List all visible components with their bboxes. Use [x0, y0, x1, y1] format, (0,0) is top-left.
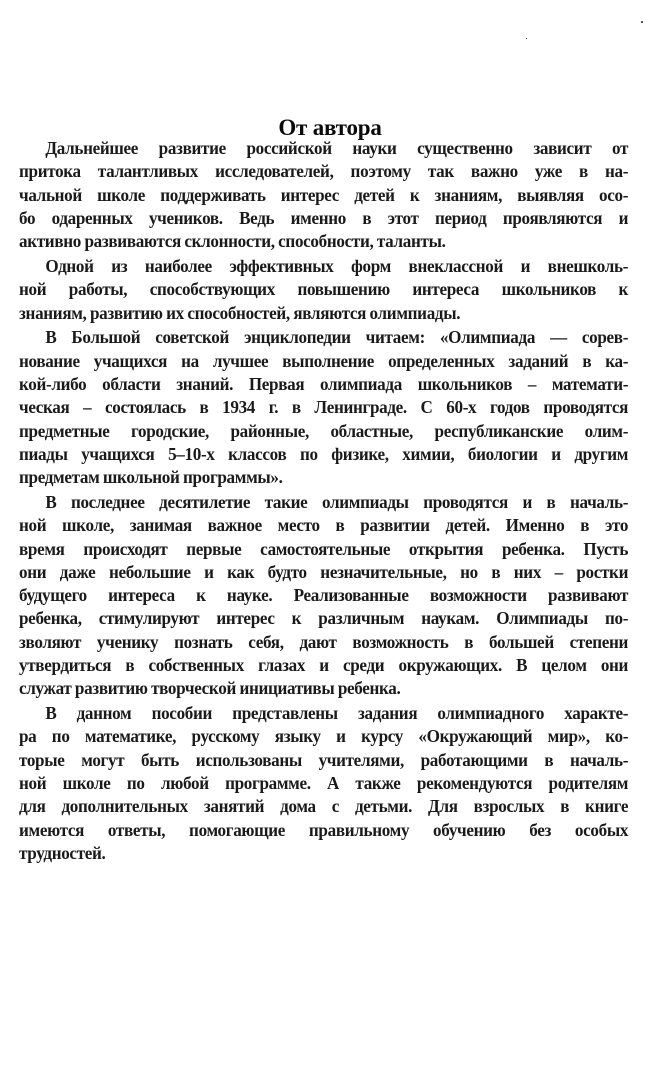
text-line: ной школе, занимая важное место в развитии детей. Именно в это: [19, 515, 629, 536]
text-line: имеются ответы, помогающие правильному обучению без особых: [19, 819, 629, 840]
text-line: В последнее десятилетие такие олимпиады проводятся и в началь-: [45, 491, 629, 512]
text-line: будущего интереса к науке. Реализованные возможности развивают: [19, 585, 629, 606]
text-line: ной работы, способствующих повышению интереса школьников к: [19, 279, 629, 300]
paragraph-1: [19, 137, 628, 253]
text-line: ра по математике, русскому языку и курсу «Окружающий мир», ко-: [19, 726, 629, 747]
text-line: для дополнительных занятий дома с детьми. Для взрослых в книге: [19, 796, 629, 817]
text-line: предметам школьной программы».: [19, 467, 283, 488]
text-line: бо одаренных учеников. Ведь именно в этот период проявляются и: [19, 207, 629, 228]
text-line: Дальнейшее развитие российской науки существенно зависит от: [45, 138, 629, 158]
text-line: ребенка, стимулируют интерес к различным наукам. Олимпиады по-: [19, 608, 629, 629]
scan-speck: [641, 21, 643, 23]
text-line: Одной из наиболее эффективных форм внеклассной и внешколь-: [45, 255, 629, 276]
paragraph-4: [19, 491, 628, 701]
text-line: зволяют ученику познать себя, дают возможность в большей степени: [19, 631, 629, 652]
text-line: знаниям, развитию их способностей, являются олимпиады.: [19, 302, 461, 323]
text-line: пиады учащихся 5–10-х классов по физике, химии, биологии и другим: [19, 443, 629, 464]
text-line: ческая – состоялась в 1934 г. в Ленинграде. С 60-х годов проводятся: [19, 397, 629, 418]
text-line: В Большой советской энциклопедии читаем: «Олимпиада — сорев-: [45, 327, 629, 348]
text-line: трудностей.: [19, 842, 106, 863]
text-line: утвердиться в собственных глазах и среди окружающих. В целом они: [19, 655, 629, 676]
text-line: В данном пособии представлены задания олимпиадного характе-: [45, 703, 629, 724]
text-line: активно развиваются склонности, способности, таланты.: [19, 231, 446, 252]
text-line: чальной школе поддерживать интерес детей к знаниям, выявляя осо-: [19, 184, 629, 205]
text-line: предметные городские, районные, областные, республиканские олим-: [19, 420, 629, 441]
text-line: ной школе по любой программе. А также рекомендуются родителям: [19, 773, 629, 794]
paragraph-2: [19, 255, 628, 325]
paragraph-5: [19, 702, 628, 865]
text-line: кой-либо области знаний. Первая олимпиада школьников – математи-: [19, 373, 629, 394]
text-line: время происходят первые самостоятельные открытия ребенка. Пусть: [19, 538, 629, 559]
page-title: От автора: [278, 115, 382, 141]
text-line: притока талантливых исследователей, поэтому так важно уже в на-: [19, 161, 629, 182]
text-line: торые могут быть использованы учителями, работающими в началь-: [19, 749, 629, 770]
body-text: [19, 137, 628, 865]
text-line: служат развитию творческой инициативы ребенка.: [19, 678, 401, 699]
scan-speck: [526, 38, 527, 39]
text-line: они даже небольшие и как будто незначительные, но в них – ростки: [19, 561, 629, 582]
paragraph-3: [19, 326, 628, 489]
text-line: нование учащихся на лучшее выполнение определенных заданий в ка-: [19, 350, 629, 371]
